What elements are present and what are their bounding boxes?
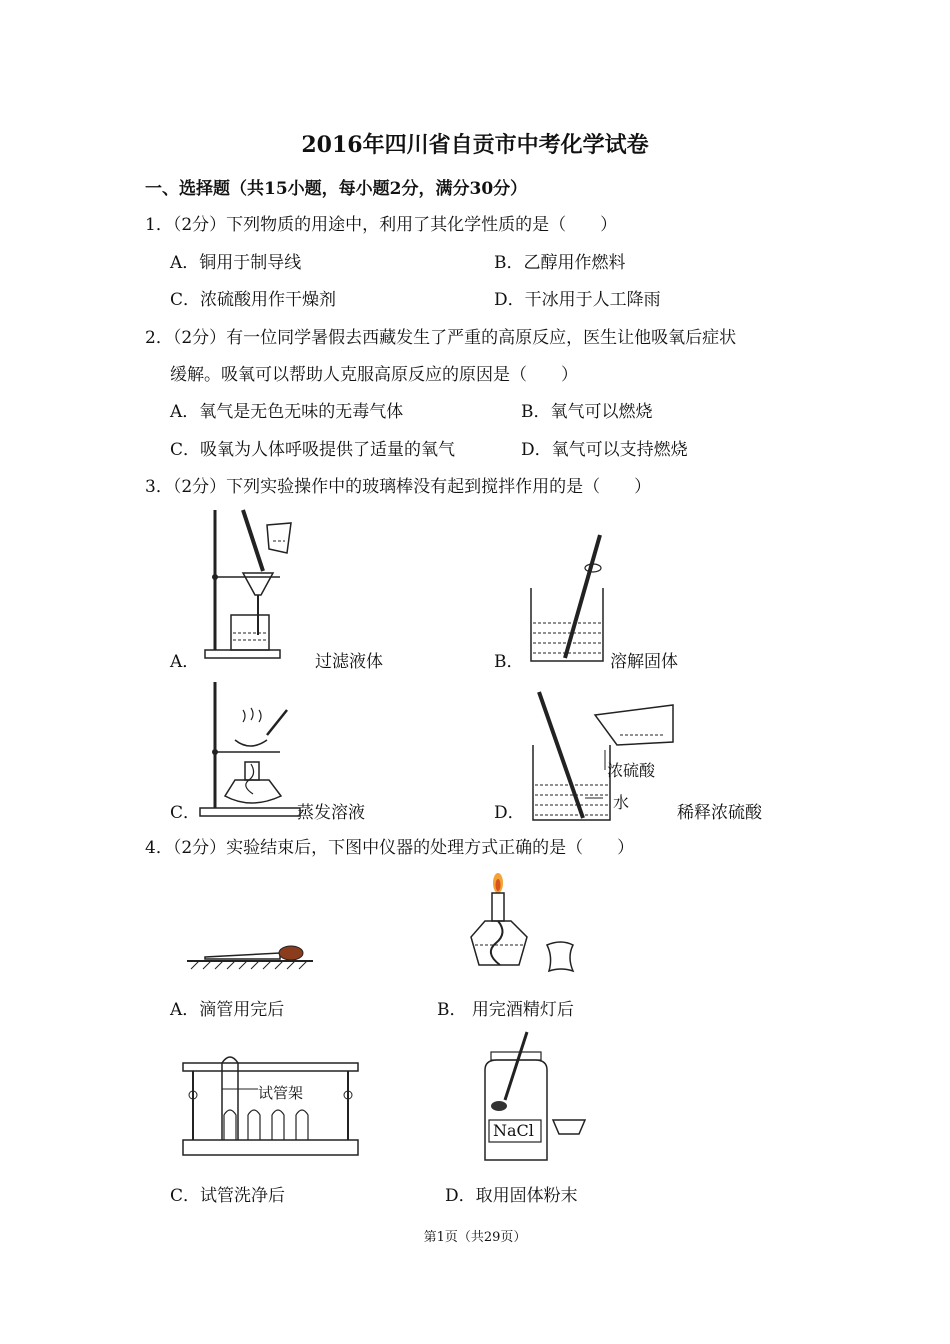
dilute-acid-figure [525, 690, 685, 825]
q3-option-d-letter: D． [494, 803, 525, 823]
evaporation-figure [195, 680, 305, 820]
q3-option-c-letter: C． [170, 803, 201, 823]
test-tube-rack-figure [178, 1055, 363, 1160]
q1-option-c: C．浓硫酸用作干燥剂 [170, 290, 337, 310]
q1-option-d: D．干冰用于人工降雨 [494, 290, 661, 310]
q2-option-a: A．氧气是无色无味的无毒气体 [170, 402, 404, 422]
q3-option-c-caption: 蒸发溶液 [297, 803, 365, 823]
label-concentrated-sulfuric-acid: 浓硫酸 [607, 761, 656, 780]
q3-option-a-caption: 过滤液体 [315, 652, 383, 672]
question-2-stem-line1: 2．（2分）有一位同学暑假去西藏发生了严重的高原反应，医生让他吸氧后症状 [145, 328, 737, 348]
q4-option-b-caption: B． 用完酒精灯后 [437, 1000, 574, 1020]
question-3-stem: 3．（2分）下列实验操作中的玻璃棒没有起到搅拌作用的是（ ） [145, 477, 652, 497]
q3-option-b-letter: B． [494, 652, 524, 672]
dropper-figure [185, 935, 315, 970]
section-heading: 一、选择题（共15小题，每小题2分，满分30分） [145, 179, 528, 199]
question-1-stem: 1．（2分）下列物质的用途中，利用了其化学性质的是（ ） [145, 215, 618, 235]
q2-option-b: B．氧气可以燃烧 [521, 402, 653, 422]
filtration-figure [195, 505, 295, 665]
alcohol-lamp-figure [465, 875, 580, 975]
q2-option-d: D．氧气可以支持燃烧 [521, 440, 688, 460]
label-nacl: NaCl [493, 1121, 534, 1140]
q3-option-a-letter: A． [170, 652, 200, 672]
q3-option-d-caption: 稀释浓硫酸 [677, 803, 762, 823]
q2-option-c: C．吸氧为人体呼吸提供了适量的氧气 [170, 440, 456, 460]
q3-option-b-caption: 溶解固体 [610, 652, 678, 672]
solid-powder-figure [475, 1030, 590, 1165]
page-footer: 第1页（共29页） [423, 1230, 527, 1245]
q4-option-a-caption: A．滴管用完后 [170, 1000, 285, 1020]
q1-option-b: B．乙醇用作燃料 [494, 253, 626, 273]
q4-option-c-caption: C．试管洗净后 [170, 1186, 286, 1206]
page-title: 2016年四川省自贡市中考化学试卷 [301, 132, 649, 158]
question-2-stem-line2: 缓解。吸氧可以帮助人克服高原反应的原因是（ ） [170, 365, 578, 385]
q4-option-d-caption: D．取用固体粉末 [445, 1186, 578, 1206]
label-water: 水 [613, 793, 630, 812]
label-test-tube-rack: 试管架 [258, 1084, 304, 1102]
q1-option-a: A．铜用于制导线 [170, 253, 302, 273]
dissolving-figure [525, 533, 605, 668]
question-4-stem: 4．（2分）实验结束后，下图中仪器的处理方式正确的是（ ） [145, 838, 635, 858]
